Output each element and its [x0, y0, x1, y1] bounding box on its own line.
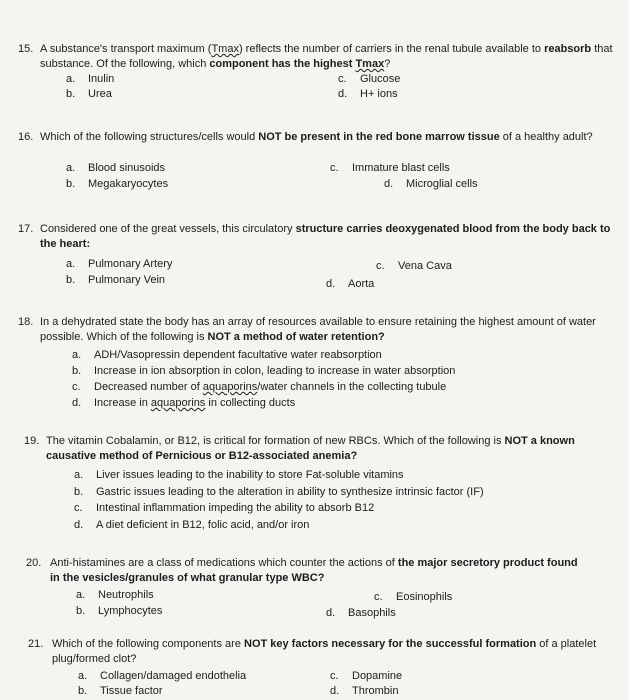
- option-b: b. Lymphocytes: [76, 605, 163, 617]
- option-c: c. Eosinophils: [374, 591, 453, 603]
- option-d: d. Aorta: [326, 278, 375, 290]
- option-d: d. H+ ions: [338, 88, 398, 100]
- option-b: b. Gastric issues leading to the alteration in ability to synthesize intrinsic factor (IF): [74, 486, 484, 498]
- option-a: a. Blood sinusoids: [66, 162, 166, 174]
- option-a: a. Pulmonary Artery: [66, 258, 173, 270]
- option-b: b. Increase in ion absorption in colon, leading to increase in water absorption: [72, 365, 456, 377]
- question-stem: Which of the following components are NOT key factors necessary for the successful formation of a platelet plug/formed clot?: [52, 638, 597, 665]
- option-c: c. Decreased number of aquaporins/water channels in the collecting tubule: [72, 381, 447, 393]
- option-b: b. Urea: [66, 88, 112, 100]
- option-d: d. Basophils: [326, 607, 396, 619]
- option-a: a. ADH/Vasopressin dependent facultative water reabsorption: [72, 349, 382, 361]
- question-stem: Considered one of the great vessels, this circulatory structure carries deoxygenated blood from the body back to the heart:: [40, 223, 611, 250]
- question-number: 18.: [18, 316, 34, 328]
- option-c: c. Immature blast cells: [330, 162, 450, 174]
- option-d: d. Thrombin: [330, 685, 399, 697]
- option-b: b. Pulmonary Vein: [66, 274, 166, 286]
- question-number: 21.: [28, 638, 44, 650]
- option-b: b. Tissue factor: [78, 685, 163, 697]
- option-a: a. Neutrophils: [76, 589, 154, 601]
- question-number: 15.: [18, 43, 34, 55]
- question-stem: Anti-histamines are a class of medications which counter the actions of the major secretory product found in the vesicles/granules of what granular type WBC?: [50, 557, 578, 584]
- question-number: 16.: [18, 131, 34, 143]
- option-d: d. A diet deficient in B12, folic acid, and/or iron: [74, 519, 310, 531]
- option-c: c. Dopamine: [330, 670, 403, 682]
- question-number: 19.: [24, 435, 40, 447]
- question-number: 20.: [26, 557, 42, 569]
- question-stem: In a dehydrated state the body has an array of resources available to ensure retaining the highest amount of water possible. Which of the following is NOT a method of water retention?: [40, 316, 596, 343]
- option-c: c. Vena Cava: [376, 260, 452, 272]
- option-c: c. Glucose: [338, 73, 401, 85]
- question-stem: Which of the following structures/cells would NOT be present in the red bone marrow tissue of a healthy adult?: [40, 131, 593, 143]
- option-c: c. Intestinal inflammation impeding the ability to absorb B12: [74, 502, 375, 514]
- question-stem: A substance's transport maximum (Tmax) reflects the number of carriers in the renal tubule available to reabsorb that substance. Of the following, which component has the highest Tmax?: [40, 43, 613, 70]
- option-b: b. Megakaryocytes: [66, 178, 169, 190]
- option-a: a. Collagen/damaged endothelia: [78, 670, 247, 682]
- option-d: d. Increase in aquaporins in collecting ducts: [72, 397, 296, 409]
- option-d: d. Microglial cells: [384, 178, 478, 190]
- question-stem: The vitamin Cobalamin, or B12, is critical for formation of new RBCs. Which of the following is NOT a known causative method of Pernicious or B12-associated anemia?: [46, 435, 575, 462]
- option-a: a. Liver issues leading to the inability to store Fat-soluble vitamins: [74, 469, 404, 481]
- question-number: 17.: [18, 223, 34, 235]
- option-a: a. Inulin: [66, 73, 115, 85]
